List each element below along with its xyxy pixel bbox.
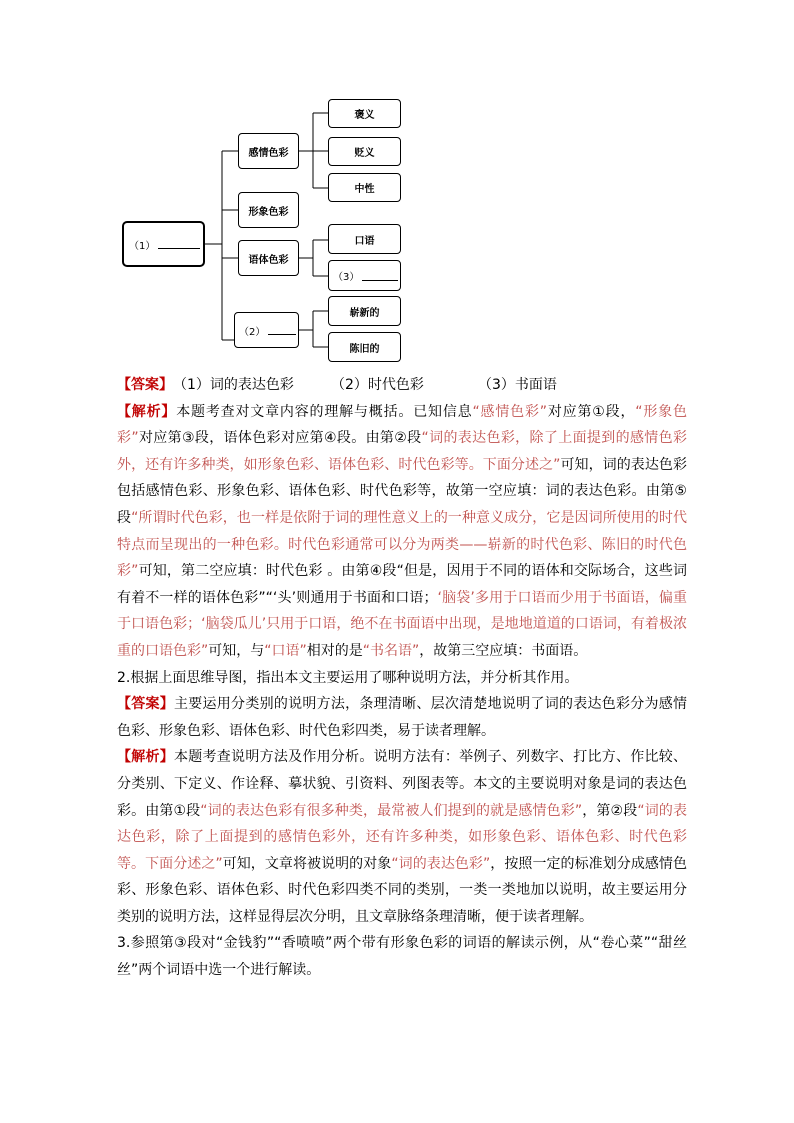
text: 可知，文章将被说明的对象 xyxy=(222,855,392,872)
answer-content xyxy=(117,372,687,984)
text: 对应第③段，语体色彩对应第④段。由第②段 xyxy=(138,430,422,447)
blank-line xyxy=(268,325,296,335)
analysis-tag: 【解析】 xyxy=(117,403,177,420)
quote: “形象色彩” xyxy=(117,403,687,447)
node-negative-label: 贬义 xyxy=(354,148,375,159)
q2-answer xyxy=(117,691,687,744)
q3-question: 3.参照第③段对“金钱豹”“香喷喷”两个带有形象色彩的词语的解读示例，从“卷心菜”“甜丝丝”两个词语中选一个进行解读。 xyxy=(117,935,687,979)
node-spoken xyxy=(328,224,401,254)
node-positive-label: 褒义 xyxy=(354,110,375,121)
answer-tag: 【答案】 xyxy=(117,696,175,713)
text: 本题考查说明方法及作用分析。说明方法有：举例子、列数字、打比方、作比较、分类别、下定义、作诠释、摹状貌、引资料、列图表等。本文的主要说明对象是词的表达色彩。由第①段 xyxy=(117,749,688,819)
node-new-label: 崭新的 xyxy=(349,307,380,319)
node-positive xyxy=(328,99,401,128)
node-old-label: 陈旧的 xyxy=(349,343,380,355)
node-image-label: 形象色彩 xyxy=(248,206,289,218)
analysis-tag: 【解析】 xyxy=(117,749,175,766)
node-emotion-label: 感情色彩 xyxy=(248,147,289,159)
q1-answer-2: （2）时代色彩 xyxy=(331,377,424,393)
text: ，故第三空应填：书面语。 xyxy=(419,642,588,659)
node-image-color xyxy=(238,192,299,228)
quote: “所谓时代色彩，也一样是依附于词的理性意义上的一种意义成分，它是因词所使用的时代特点而呈现出的一种色彩。时代色彩通常可以分为两类——崭新的时代色彩、陈旧的时代色彩” xyxy=(117,509,687,580)
quote: “感情色彩” xyxy=(472,403,548,420)
text: 对应第①段， xyxy=(547,403,636,420)
node-style-color xyxy=(238,240,299,276)
blank-line xyxy=(362,271,398,281)
mind-map xyxy=(0,0,794,370)
node-spoken-label: 口语 xyxy=(354,235,375,247)
text: 本题考查对文章内容的理解与概括。已知信息 xyxy=(176,403,473,420)
quote: “词的表达色彩” xyxy=(391,855,491,872)
text: 可知，词的表达色彩包括感情色彩、形象色彩、语体色彩、时代色彩等，故第一空应填：词的表达色彩。由第⑤段 xyxy=(117,456,687,526)
q2-answer-text: 主要运用分类别的说明方法，条理清晰、层次清楚地说明了词的表达色彩分为感情色彩、形象色彩、语体色彩、时代色彩四类，易于读者理解。 xyxy=(117,696,688,739)
q1-analysis xyxy=(117,399,687,665)
node-new xyxy=(328,296,401,326)
node-blank-3 xyxy=(328,260,401,291)
node-blank-2-label: （2） xyxy=(239,326,266,338)
node-neutral xyxy=(328,173,401,202)
q1-answer-3: （3）书面语 xyxy=(478,377,557,393)
node-negative xyxy=(328,137,401,166)
q1-answer xyxy=(117,372,687,399)
node-neutral-label: 中性 xyxy=(354,184,375,195)
root-node xyxy=(122,221,205,267)
node-style-label: 语体色彩 xyxy=(248,254,289,266)
text: ，第②段 xyxy=(582,802,638,819)
quote: “词的表达色彩，除了上面提到的感情色彩外，还有许多种类，如形象色彩、语体色彩、时代色彩等。下面分述之” xyxy=(117,802,687,872)
root-label: （1） xyxy=(129,240,156,252)
blank-line xyxy=(158,239,200,249)
q2-question: 2.根据上面思维导图，指出本文主要运用了哪种说明方法，并分析其作用。 xyxy=(117,669,579,686)
node-emotion-color xyxy=(238,133,299,169)
node-blank-3-label: （3） xyxy=(333,272,360,283)
quote: ‘脑袋’多用于口语而少用于书面语，偏重于口语色彩；‘脑袋瓜儿’只用于口语，绝不在书面语中出现，是地地道道的口语词，有着极浓重的口语色彩” xyxy=(117,589,688,659)
q1-answer-1: （1）词的表达色彩 xyxy=(173,377,294,393)
answer-tag: 【答案】 xyxy=(117,377,173,393)
quote: “书名语” xyxy=(362,642,420,659)
q2-analysis xyxy=(117,744,687,930)
text: 可知，与 xyxy=(208,642,265,659)
quote: “词的表达色彩有很多种类，最常被人们提到的就是感情色彩” xyxy=(200,802,583,819)
text: 相对的是 xyxy=(306,642,363,659)
text: 可知，第二空应填：时代色彩 。由第④段“但是，因用于不同的语体和交际场合，这些词有着不一样的语体色彩”“‘头’则通用于书面和口语； xyxy=(117,563,687,606)
quote: “口语” xyxy=(264,642,307,659)
text: ，按照一定的标准划分成感情色彩、形象色彩、语体色彩、时代色彩四类不同的类别，一类一类地加以说明，故主要运用分类别的说明方法，这样显得层次分明，且文章脉络条理清晰，便于读者理解。 xyxy=(117,855,687,925)
node-old xyxy=(328,332,401,362)
quote: “词的表达色彩，除了上面提到的感情色彩外，还有许多种类，如形象色彩、语体色彩、时代色彩等。下面分述之” xyxy=(117,430,687,473)
node-blank-2 xyxy=(234,312,299,348)
